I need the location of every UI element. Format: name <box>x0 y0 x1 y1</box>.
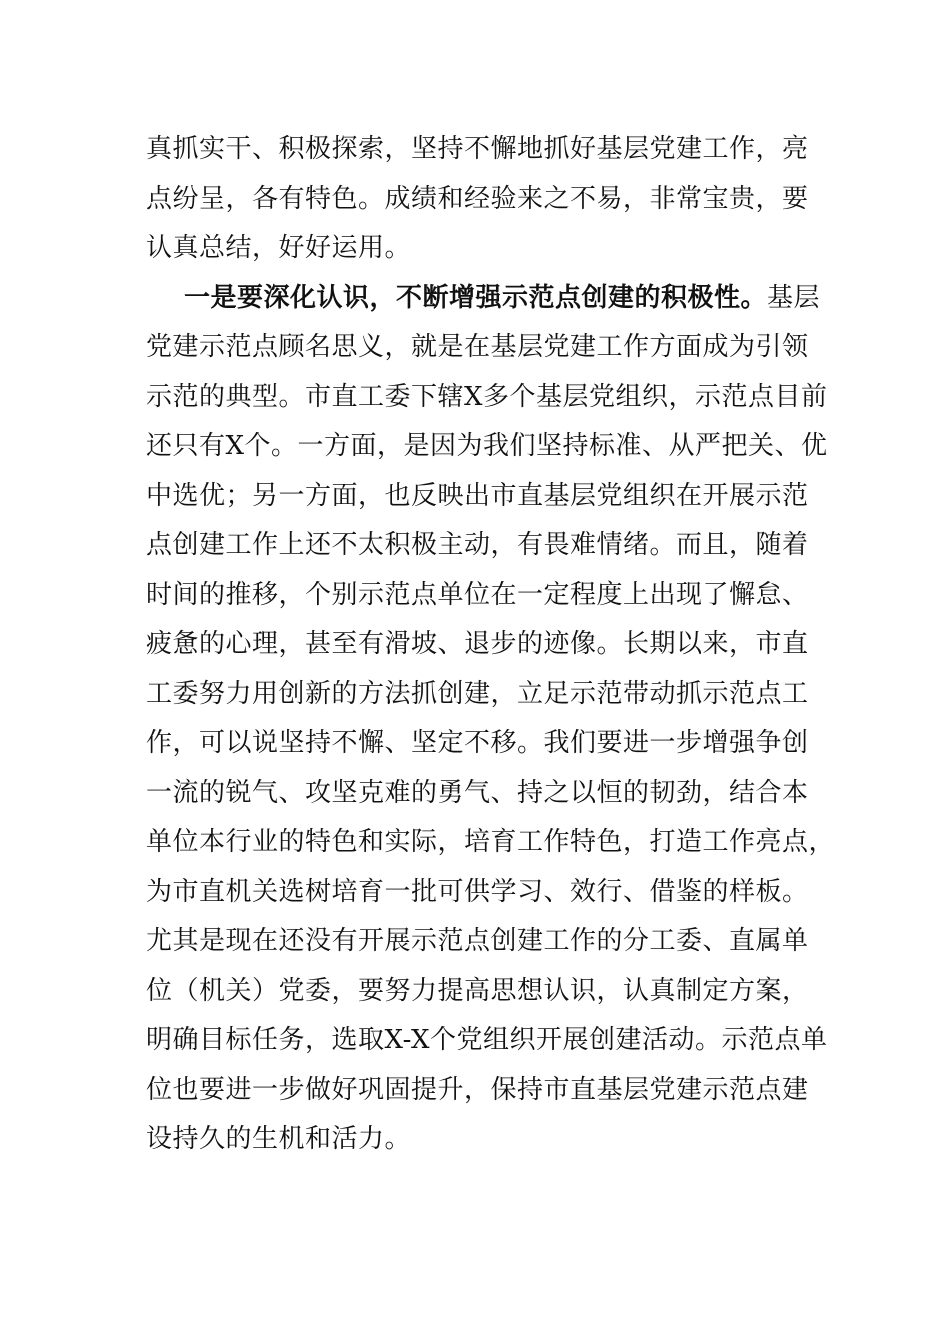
paragraph-first-line-rest: 基层 <box>767 282 821 313</box>
text-line: 位也要进一步做好巩固提升，保持市直基层党建示范点建 <box>146 1074 809 1105</box>
text-line: 一流的锐气、攻坚克难的勇气、持之以恒的韧劲，结合本 <box>146 777 809 808</box>
text-line: 设持久的生机和活力。 <box>146 1124 412 1154</box>
text-line: 示范的典型。市直工委下辖X多个基层党组织，示范点目前 <box>146 381 828 412</box>
text-line: 尤其是现在还没有开展示范点创建工作的分工委、直属单 <box>146 926 809 956</box>
text-line: 工委努力用创新的方法抓创建，立足示范带动抓示范点工 <box>146 678 809 709</box>
body-text <box>146 125 836 1165</box>
text-line: 为市直机关选树培育一批可供学习、效行、借鉴的样板。 <box>146 876 809 907</box>
text-line: 疲惫的心理，甚至有滑坡、退步的迹像。长期以来，市直 <box>146 629 809 659</box>
text-line: 认真总结，好好运用。 <box>146 233 412 263</box>
text-line: 单位本行业的特色和实际，培育工作特色，打造工作亮点， <box>146 827 836 857</box>
text-line: 党建示范点顾名思义，就是在基层党建工作方面成为引领 <box>146 332 809 362</box>
paragraph-heading: 一是要深化认识，不断增强示范点创建的积极性。 <box>184 282 768 313</box>
text-line: 还只有X个。一方面，是因为我们坚持标准、从严把关、优 <box>146 431 828 461</box>
text-line: 中选优；另一方面，也反映出市直基层党组织在开展示范 <box>146 480 809 511</box>
paragraph-first-line <box>146 274 821 324</box>
text-line: 点创建工作上还不太积极主动，有畏难情绪。而且，随着 <box>146 530 809 560</box>
text-line: 位（机关）党委，要努力提高思想认识，认真制定方案， <box>146 975 809 1006</box>
text-line: 时间的推移，个别示范点单位在一定程度上出现了懈怠、 <box>146 579 809 610</box>
text-line: 明确目标任务，选取X-X个党组织开展创建活动。示范点单 <box>146 1025 828 1055</box>
text-line: 真抓实干、积极探索，坚持不懈地抓好基层党建工作，亮 <box>146 134 809 164</box>
text-line: 作，可以说坚持不懈、坚定不移。我们要进一步增强争创 <box>146 728 809 758</box>
text-line: 点纷呈，各有特色。成绩和经验来之不易，非常宝贵，要 <box>146 183 809 214</box>
